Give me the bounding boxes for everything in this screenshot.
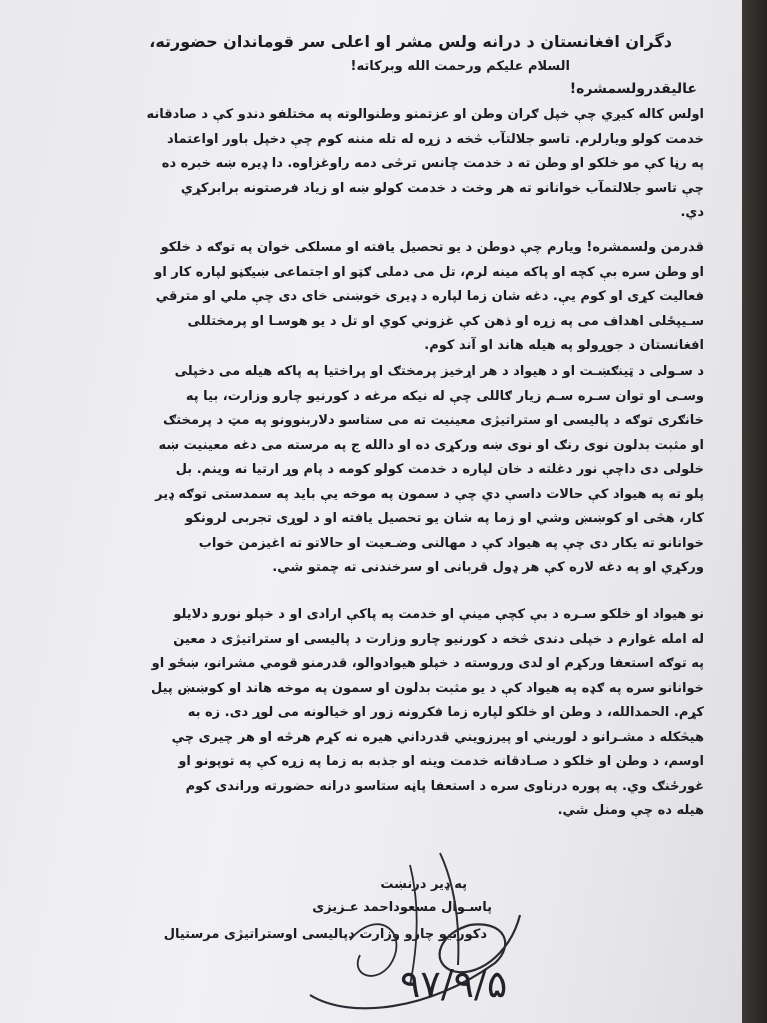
background-edge [742,0,767,1023]
body-line: افغانستان د جوړولو په هیله هاند او آند کوم. [424,338,704,353]
body-line: ورکړي او په دغه لاره کې هر ډول قربانی او سرخندنی ته چمتو شي. [272,560,704,575]
body-line: هیڅکله د مشـرانو د لوریني او پیرزویني قدرداني هیره نه کړم هرڅه او هر چیری چې [171,729,704,745]
body-line: له امله غوارم د خپلی دندی څخه د کورنیو چارو وزارت د پالیسی او ستراتیژی د معین [173,631,704,647]
body-line: نو هیواد او خلکو سـره د بې کچې مینې او خدمت په پاکې ارادی او د خپلو نورو دلایلو [173,607,704,622]
body-line: او وطن سره بې کچه او پاکه مینه لرم، تل می دملی ګټو او اجتماعی ښیګڼو لپاره کار او [154,264,704,280]
body-line: پلو ته په هیواد کې حالات داسې دي چې د سمون په موخه یې باید په سمدستی توګه ډیر [155,486,704,502]
body-line: خوانانو سره په ګډه په هیواد کې د یو مثبت بدلون او سمون په موخه هاند او کوښښ پیل [151,680,704,696]
body-line: سـیپځلی اهداف می په زړه او ذهن کې غزوني کوي او تل د یو هوسـا او پرمختللی [187,313,704,329]
body-line: په توګه استعفا ورکړم او لدی وروسته د خپلو هیوادوالو، قدرمنو قومي مشرانو، ښځو او [151,656,704,671]
body-line: هیله ده چې ومنل شي. [557,803,704,818]
letter-heading: دگران افغانستان د درانه ولس مشر او اعلی سر قوماندان حضورته، [149,32,672,51]
body-line: دي. [680,205,704,220]
body-line: په رڼا کې مو خلکو او وطن ته د خدمت چانس ترڅی دمه راوغزاوه. دا ډیره ښه خبره ده [161,156,704,171]
letter-greeting: السلام علیکم ورحمت الله وبرکاته! [350,59,570,74]
body-line: چې تاسو جلالتمآب خوانانو ته هر وخت د خدمت کولو ښه او زیاد فرصتونه برابرکړي [180,180,704,196]
body-line: کار، هڅی او کوښښ وشي او زما په شان یو تحصیل یافته او د لوړی تجربی لرونکو [185,511,704,526]
body-line: خدمت کولو ویارلرم. تاسو جلالتآب څخه د زړه له تله مننه کوم چې دخپل باور اواعتماد [167,131,704,147]
body-line: خلولی دی داچې نور دغلته د خان لپاره د خدمت کولو کومه د پام وړ ارتیا نه وینم. بل [175,462,704,477]
body-line: قدرمن ولسمشره! ویارم چې دوطن د یو تحصیل یافته او مسلکی خوان په توګه د خلکو [160,240,704,255]
signature-closing: په ډیر درنښت [380,877,467,892]
body-line: اولس کاله کیږي چې خپل ګران وطن او عزتمنو وطنوالوته په مختلفو دندو کې د صادقانه [146,107,704,122]
body-line: خوانانو ته یکار دی چې په هیواد کې د مهالنی وضـعیت او حالاتو ته اغیزمن خواب [198,535,704,551]
body-line: د سـولی د ټینګښـت او د هیواد د هر اړخیز پرمختګ او پراختیا په پاکه هیله می دخپلی [174,364,704,379]
body-line: غورځنګ وي. په پوره درناوی سره د استعفا پاڼه ستاسو درانه حضورته وراندی کوم [185,778,704,794]
letter-salutation: عالیقدرولسمشره! [569,81,697,97]
body-line: اوسم، د وطن او خلکو د صـادقانه خدمت وینه او جذبه به زما په زړه کې په توپونو او [178,754,704,769]
signature-role: دکورنیو چارو وزارت دپالیسی اوستراتیژی مرستیال [163,927,487,942]
body-line: فعالیت کړی او کوم یې. دغه شان زما لپاره د ډیری خوښنی خای دی چې ملي او مترقي [155,289,704,304]
body-line: خانګری توګه د پالیسی او ستراتیژی معینیت ته می ستاسو دلاربنوونو په مټ د پرمختګ [163,413,704,428]
body-line: او مثبت بدلون نوی رنګ او نوی ښه ورکړی ده او دالله ج په مرسته می دغه معینیت ښه [158,437,704,453]
handwritten-date: ۹۷/۹/۵ [400,962,508,1006]
signature-name: پاسـوال مسعوداحمد عـزیزی [312,900,492,915]
body-line: کړم. الحمدالله، د وطن او خلکو لپاره زما فکرونه زور او خیالونه می لوړ دی. زه به [187,705,704,720]
body-line: وسـی او توان سـره سـم زیار ګاللی چې له نیکه مرغه د کورنیو چارو وزارت، بیا په [185,388,704,404]
